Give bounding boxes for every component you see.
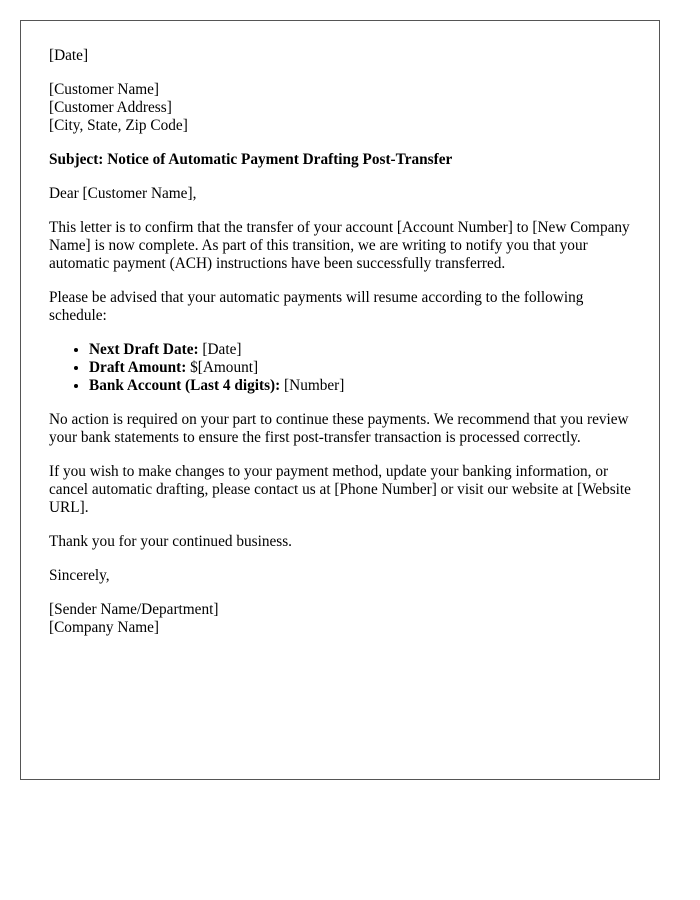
schedule-item-value: [Date] <box>198 341 242 358</box>
payment-schedule-list <box>49 341 631 395</box>
paragraph-schedule-intro: Please be advised that your automatic payments will resume according to the following schedule: <box>49 289 584 324</box>
recipient-name: [Customer Name] <box>49 81 160 98</box>
paragraph-no-action: No action is required on your part to continue these payments. We recommend that you review your bank statements to ensure the first post-transfer transaction is processed correctly. <box>49 411 629 446</box>
schedule-item-next-draft-date <box>89 341 631 359</box>
schedule-item-value: [Number] <box>280 377 345 394</box>
letter-date: [Date] <box>49 47 89 64</box>
closing: Sincerely, <box>49 567 110 584</box>
recipient-block <box>49 81 631 135</box>
schedule-item-draft-amount <box>89 359 631 377</box>
thanks-line: Thank you for your continued business. <box>49 533 293 550</box>
schedule-item-label: Draft Amount: <box>89 359 187 376</box>
paragraph-transfer-confirmation: This letter is to confirm that the transfer of your account [Account Number] to [New Company Name] is now complete. As part of this transition, we are writing to notify you that your automatic payment (ACH) instructions have been successfully transferred. <box>49 219 630 272</box>
sender-company: [Company Name] <box>49 619 160 636</box>
schedule-item-value: $[Amount] <box>186 359 259 376</box>
sender-name: [Sender Name/Department] <box>49 601 219 618</box>
letter-subject: Subject: Notice of Automatic Payment Drafting Post-Transfer <box>49 151 453 168</box>
schedule-item-label: Next Draft Date: <box>89 341 199 358</box>
salutation: Dear [Customer Name], <box>49 185 197 202</box>
schedule-item-bank-account <box>89 377 631 395</box>
sender-block <box>49 601 631 637</box>
paragraph-contact: If you wish to make changes to your payment method, update your banking information, or cancel automatic drafting, please contact us at [Phone Number] or visit our website at [Website URL]. <box>49 463 631 516</box>
recipient-address: [Customer Address] <box>49 99 172 116</box>
recipient-city-state-zip: [City, State, Zip Code] <box>49 117 188 134</box>
schedule-item-label: Bank Account (Last 4 digits): <box>89 377 281 394</box>
letter-page <box>20 20 660 780</box>
